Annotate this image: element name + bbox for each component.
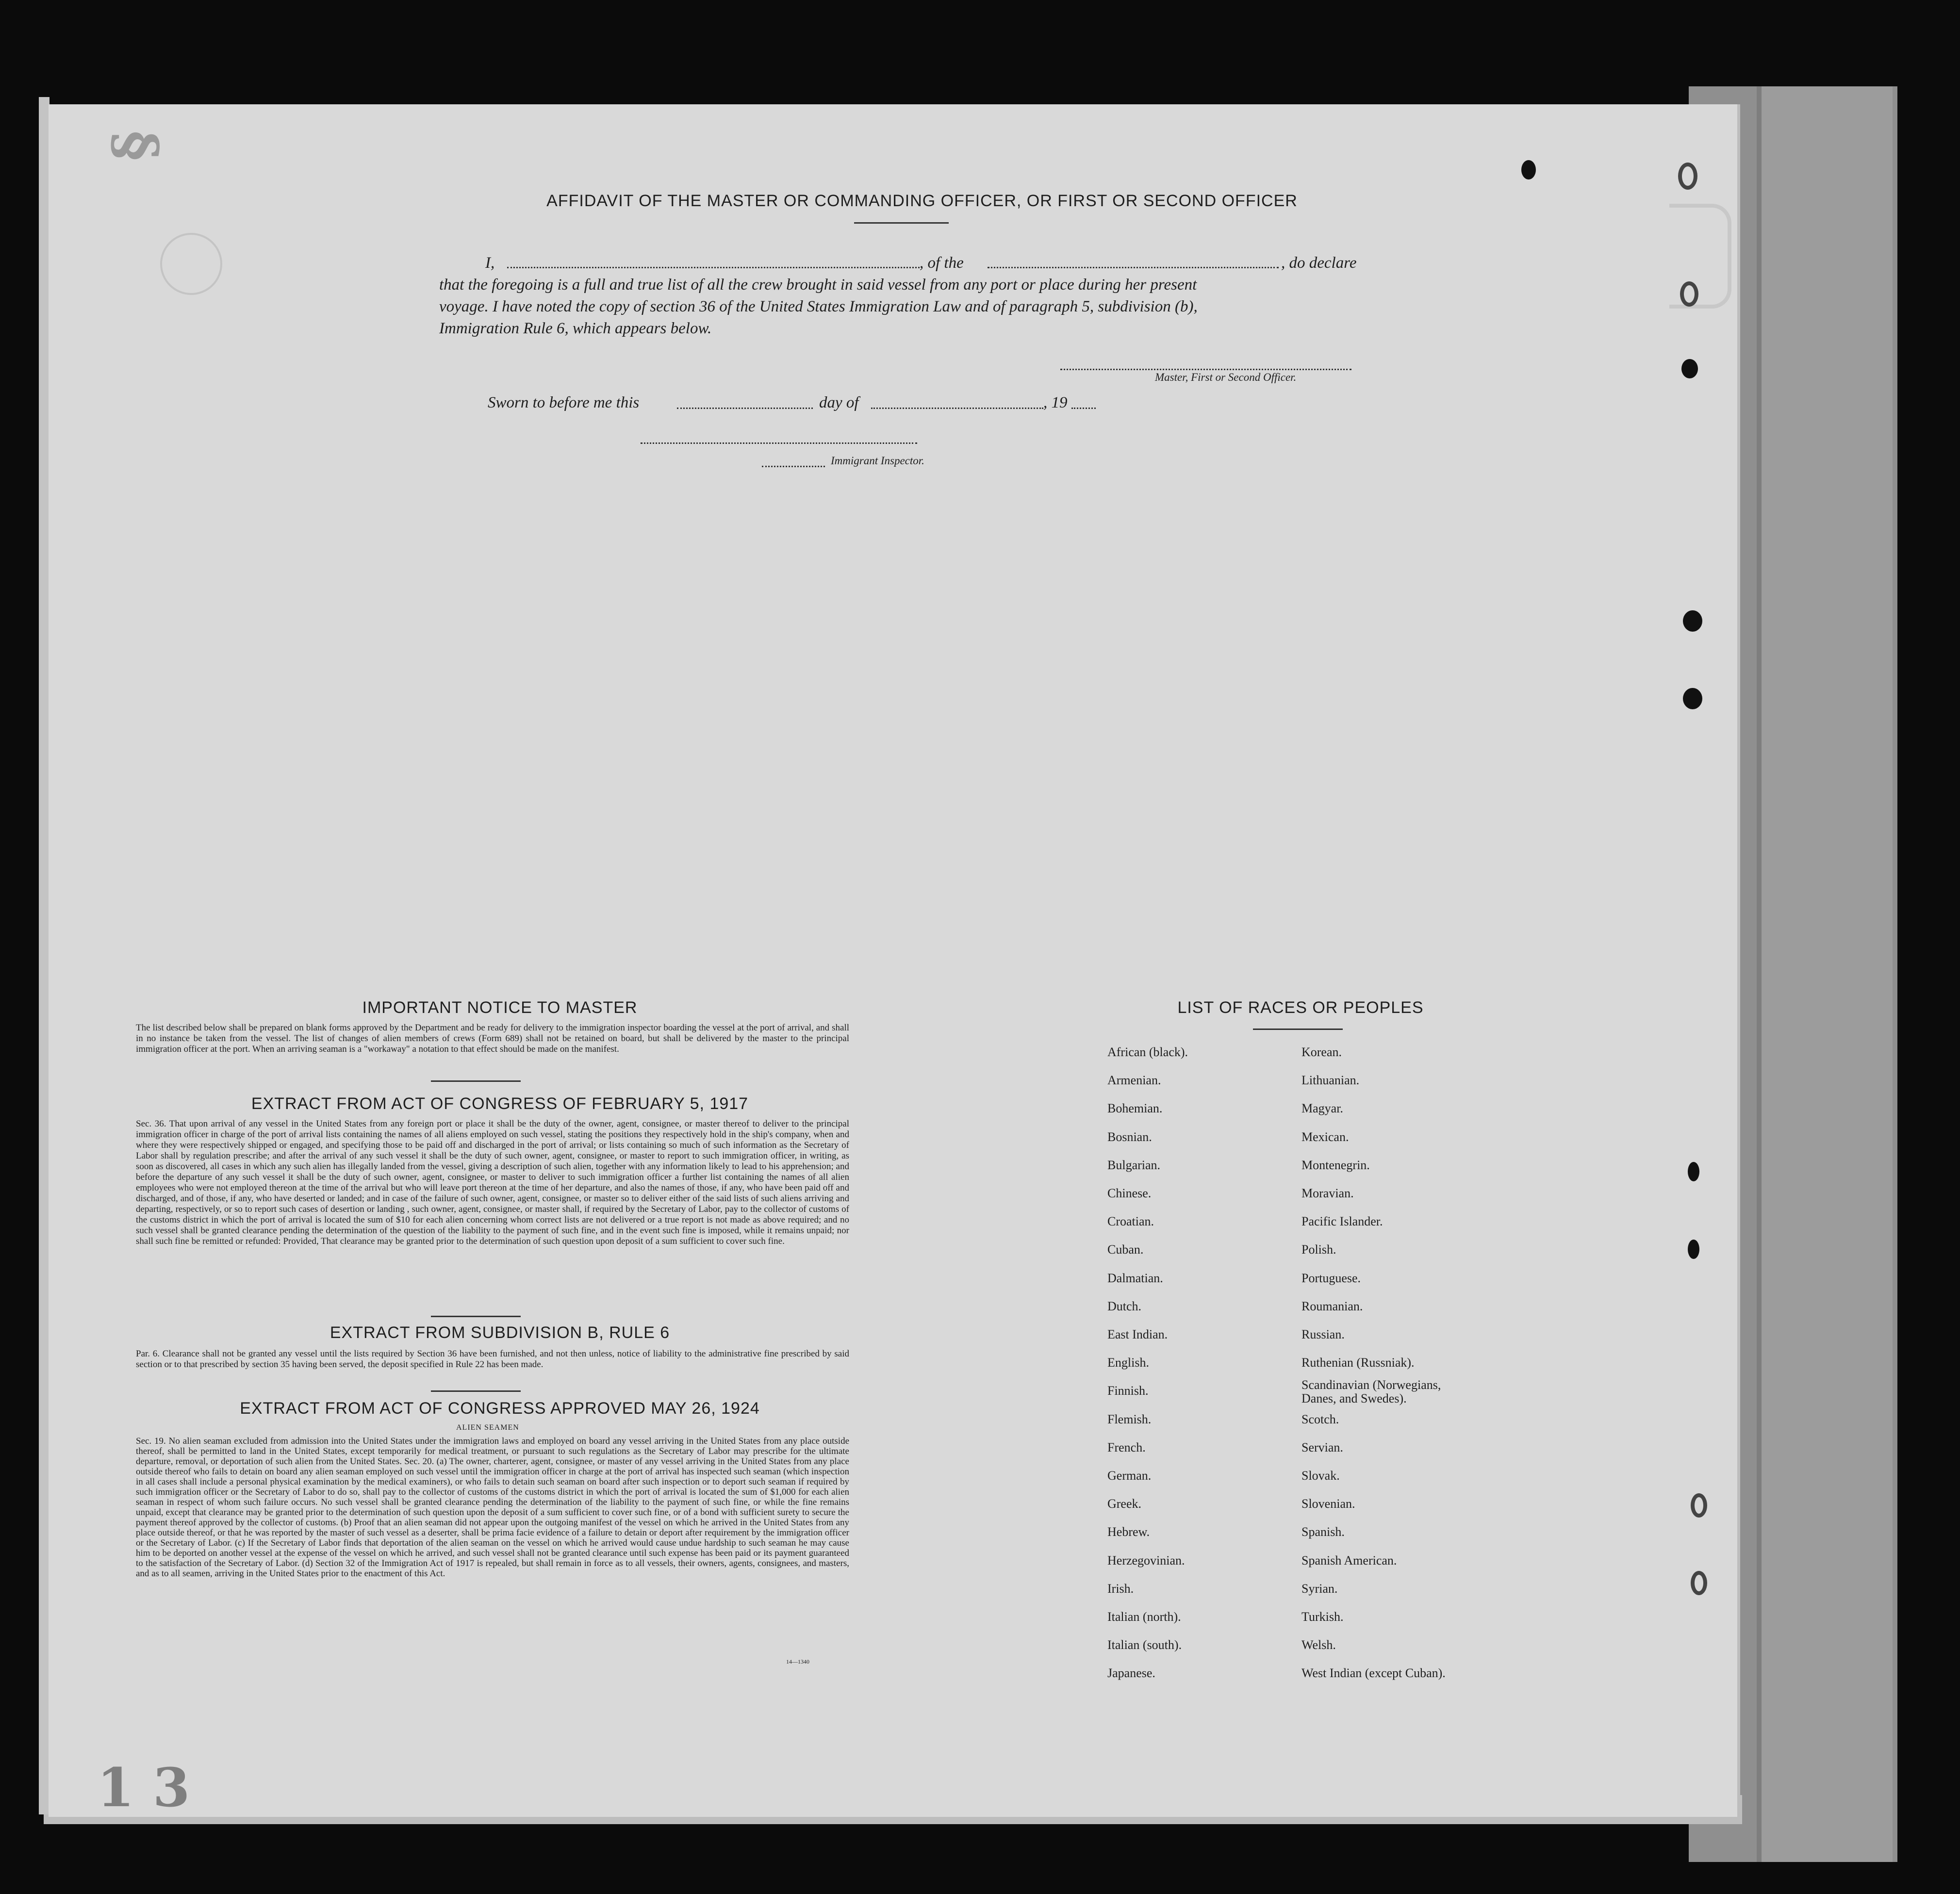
sworn-day-field[interactable] xyxy=(677,408,813,409)
race-item: Chinese. xyxy=(1107,1186,1152,1200)
race-item: English. xyxy=(1107,1355,1149,1370)
race-item: Bulgarian. xyxy=(1107,1158,1161,1172)
race-item: Syrian. xyxy=(1301,1581,1338,1596)
race-item: Russian. xyxy=(1301,1327,1345,1341)
master-name-field[interactable] xyxy=(507,267,920,268)
race-item: West Indian (except Cuban). xyxy=(1301,1666,1446,1681)
race-item: Welsh. xyxy=(1301,1638,1336,1652)
affidavit-line-2: that the foregoing is a full and true list of all the crew brought in said vessel from any port or place during her present xyxy=(439,276,1197,294)
extract-rule6-title: EXTRACT FROM SUBDIVISION B, RULE 6 xyxy=(329,1323,670,1342)
race-item: Spanish. xyxy=(1301,1525,1345,1539)
race-item: Roumanian. xyxy=(1301,1299,1363,1313)
affidavit-line-4: Immigration Rule 6, which appears below. xyxy=(439,320,712,337)
race-item: Slovak. xyxy=(1301,1469,1340,1483)
race-item: Dalmatian. xyxy=(1107,1271,1163,1285)
races-title: LIST OF RACES OR PEOPLES xyxy=(1177,998,1424,1017)
race-item: Italian (south). xyxy=(1107,1638,1182,1652)
race-item: Bohemian. xyxy=(1107,1101,1163,1116)
race-item: Scandinavian (Norwegians, Danes, and Swedes). xyxy=(1301,1378,1441,1406)
punch-hole xyxy=(1683,688,1702,709)
punch-hole xyxy=(1691,1493,1707,1518)
punch-hole xyxy=(1678,163,1697,190)
punch-hole xyxy=(1688,1162,1699,1181)
extract-1917-title: EXTRACT FROM ACT OF CONGRESS OF FEBRUARY 5, 1917 xyxy=(251,1094,749,1113)
notice-title: IMPORTANT NOTICE TO MASTER xyxy=(362,998,638,1017)
sworn-day-of: day of xyxy=(819,394,859,411)
races-divider xyxy=(1253,1029,1343,1030)
sworn-year-field[interactable] xyxy=(1071,408,1096,409)
race-item: Mexican. xyxy=(1301,1129,1349,1144)
race-item: Slovenian. xyxy=(1301,1497,1355,1511)
punch-hole xyxy=(1691,1571,1707,1595)
affidavit-line-3: voyage. I have noted the copy of section 36 of the United States Immigration Law and of paragraph 5, subdivision (b), xyxy=(439,298,1198,315)
inspector-dots xyxy=(762,466,825,467)
section-divider xyxy=(431,1390,521,1392)
race-item: Polish. xyxy=(1301,1242,1336,1257)
punch-hole xyxy=(1680,281,1698,307)
race-item: Lithuanian. xyxy=(1301,1073,1360,1088)
section-divider xyxy=(431,1080,521,1082)
binder-strip xyxy=(1757,86,1893,1862)
race-item: Scotch. xyxy=(1301,1412,1339,1426)
sworn-year: , 19 xyxy=(1043,394,1068,411)
race-item: Montenegrin. xyxy=(1301,1158,1370,1172)
race-item: Finnish. xyxy=(1107,1384,1149,1398)
page-edge-left xyxy=(39,97,49,1814)
race-item: Hebrew. xyxy=(1107,1525,1150,1539)
race-item: Spanish American. xyxy=(1301,1553,1397,1567)
affidavit-title: AFFIDAVIT OF THE MASTER OR COMMANDING OFFICER, OR FIRST OR SECOND OFFICER xyxy=(546,192,1298,210)
page-tab xyxy=(1669,204,1731,309)
extract-1924-text: Sec. 19. No alien seaman excluded from admission into the United States under the immigration laws and employed on board any vessel arriving in the United States from any place outside thereof, shall be permitted to land in the United States, except temporarily for medical treatment, or pursuant to such regulations as the Secretary of Labor may prescribe for the ultimate departure, removal, or deportation of such alien from the United States. Sec. 20. (a) The owner, charterer, agent, consignee, or master of any vessel arriving in the United States from any place outside thereof who fails to detain on board any alien seaman employed on such vessel until the immigration officer in charge at the port of arrival has inspected such seaman (which inspection in all cases shall include a personal physical examination by the medical examiners), or who fails to detain such seaman on board after such inspection or to deport such seaman if required by such immigration officer or the Secretary of Labor to do so, shall pay to the collector of customs of the customs district in which the port of arrival is located the sum of $1,000 for each alien seaman in respect of whom such failure occurs. No such vessel shall be granted clearance pending the determination of the liability to the payment of such fine, or while the fine remains unpaid, except that clearance may be granted prior to the determination of such question upon the deposit of a sum sufficient to cover such fine, or of a bond with sufficient surety to secure the payment thereof approved by the collector of customs. (b) Proof that an alien seaman did not appear upon the outgoing manifest of the vessel on which he arrived in the United States from any place outside thereof, or that he was reported by the master of such vessel as a deserter, shall be prima facie evidence of a failure to detain or deport after requirement by the immigration officer or the Secretary of Labor. (c) If the Secretary of Labor finds that deportation of the alien seaman on the vessel on which he arrived would cause undue hardship to such seaman he may cause him to be deported on another vessel at the expense of the vessel on which he arrived, and such vessel shall not be granted clearance until such expense has been paid or its payment guaranteed to the satisfaction of the Secretary of Labor. (d) Section 32 of the Immigration Act of 1917 is repealed, but shall remain in force as to all vessels, their owners, agents, consignees, and masters, and as to all seamen, arriving in the United States prior to the enactment of this Act. xyxy=(136,1436,849,1579)
race-item: Magyar. xyxy=(1301,1101,1343,1116)
sworn-month-field[interactable] xyxy=(871,408,1043,409)
race-item: French. xyxy=(1107,1440,1146,1454)
race-item: Bosnian. xyxy=(1107,1129,1152,1144)
stamp-mark: 1 3 xyxy=(97,1756,190,1819)
title-divider xyxy=(854,222,949,224)
race-item: Herzegovinian. xyxy=(1107,1553,1185,1567)
race-item: German. xyxy=(1107,1469,1152,1483)
stamp-mark: § xyxy=(102,131,171,161)
race-item: East Indian. xyxy=(1107,1327,1168,1341)
race-item: Irish. xyxy=(1107,1581,1134,1596)
master-signature-field[interactable] xyxy=(1060,369,1351,370)
vessel-name-field[interactable] xyxy=(988,267,1279,268)
seal-mark xyxy=(160,233,222,295)
extract-1924-title: EXTRACT FROM ACT OF CONGRESS APPROVED MAY 26, 1924 xyxy=(240,1399,760,1418)
race-item: Greek. xyxy=(1107,1497,1142,1511)
affidavit-of-the: , of the xyxy=(920,254,964,272)
race-item: Croatian. xyxy=(1107,1214,1154,1229)
race-item: Portuguese. xyxy=(1301,1271,1361,1285)
race-item: Flemish. xyxy=(1107,1412,1152,1426)
inspector-label: Immigrant Inspector. xyxy=(831,455,924,467)
race-item: Moravian. xyxy=(1301,1186,1354,1200)
affidavit-i: I, xyxy=(485,254,495,272)
race-item: Armenian. xyxy=(1107,1073,1161,1088)
punch-hole xyxy=(1521,160,1536,180)
inspector-signature-field[interactable] xyxy=(641,442,917,444)
alien-seamen-subtitle: ALIEN SEAMEN xyxy=(456,1423,519,1432)
section-divider xyxy=(431,1316,521,1317)
race-item: Korean. xyxy=(1301,1045,1342,1059)
punch-hole xyxy=(1683,610,1702,632)
master-signature-label: Master, First or Second Officer. xyxy=(1155,371,1297,383)
punch-hole xyxy=(1681,359,1698,378)
race-item: Dutch. xyxy=(1107,1299,1142,1313)
affidavit-declare: , do declare xyxy=(1281,254,1357,272)
race-item: Servian. xyxy=(1301,1440,1343,1454)
punch-hole xyxy=(1688,1240,1699,1259)
sworn-prefix: Sworn to before me this xyxy=(488,394,640,411)
extract-rule6-text: Par. 6. Clearance shall not be granted any vessel until the lists required by Section 36 have been furnished, and not then unless, notice of liability to the administrative fine prescribed by said section or to that prescribed by section 35 having been served, the deposit specified in Rule 22 has been made. xyxy=(136,1349,849,1370)
race-item: African (black). xyxy=(1107,1045,1188,1059)
form-number: 14—1340 xyxy=(786,1658,809,1665)
race-item: Cuban. xyxy=(1107,1242,1144,1257)
race-item: Pacific Islander. xyxy=(1301,1214,1383,1229)
notice-text: The list described below shall be prepared on blank forms approved by the Department and be ready for delivery to the immigration inspector boarding the vessel at the port of arrival, and shall in no instance be taken from the vessel. The list of changes of alien members of crews (Form 689) shall not be retained on board, but shall be delivered by the master to the principal immigration officer at the port. When an arriving seaman is a "workaway" a notation to that effect should be made on the manifest. xyxy=(136,1023,849,1054)
race-item: Ruthenian (Russniak). xyxy=(1301,1355,1415,1370)
extract-1917-text: Sec. 36. That upon arrival of any vessel in the United States from any foreign port or place it shall be the duty of the owner, agent, consignee, or master thereof to deliver to the principal immigration officer in charge of the port of arrival lists containing the names of all aliens employed on such vessel, stating the positions they respectively hold in the ship's company, when and where they were respectively shipped or engaged, and specifying those to be paid off and discharged in the port of arrival; or lists containing so much of such information as the Secretary of Labor shall by regulation prescribe; and after the arrival of any such vessel it shall be the duty of such owner, agent, consignee, or master to report to such immigration officer, in writing, as soon as discovered, all cases in which any such alien has illegally landed from the vessel, giving a description of such alien, together with any information likely to lead to his apprehension; and before the departure of any such vessel it shall be the duty of such owner, agent, consignee, or master to deliver to such immigration officer a further list containing the names of all alien employees who were not employed thereon at the time of the arrival but who will leave port thereon at the time of her departure, and also the names of those, if any, who have been paid off and discharged, and of those, if any, who have deserted or landed; and in case of the failure of such owner, agent, consignee, or master so to deliver either of the said lists of such aliens arriving and departing, respectively, or so to report such cases of desertion or landing , such owner, agent, consignee, or master shall, if required by the Secretary of Labor, pay to the collector of customs of the customs district in which the port of arrival is located the sum of $10 for each alien concerning whom correct lists are not delivered or a true report is not made as above required; and no such vessel shall be granted clearance pending the determination of the question of the liability to the payment of such fine, and in the event such fine is imposed, while it remains unpaid; nor shall such fine be remitted or refunded: Provided, That clearance may be granted prior to the determination of such question upon deposit of a sum sufficient to cover such fine. xyxy=(136,1119,849,1246)
race-item: Turkish. xyxy=(1301,1610,1344,1624)
race-item: Italian (north). xyxy=(1107,1610,1181,1624)
race-item: Japanese. xyxy=(1107,1666,1155,1681)
